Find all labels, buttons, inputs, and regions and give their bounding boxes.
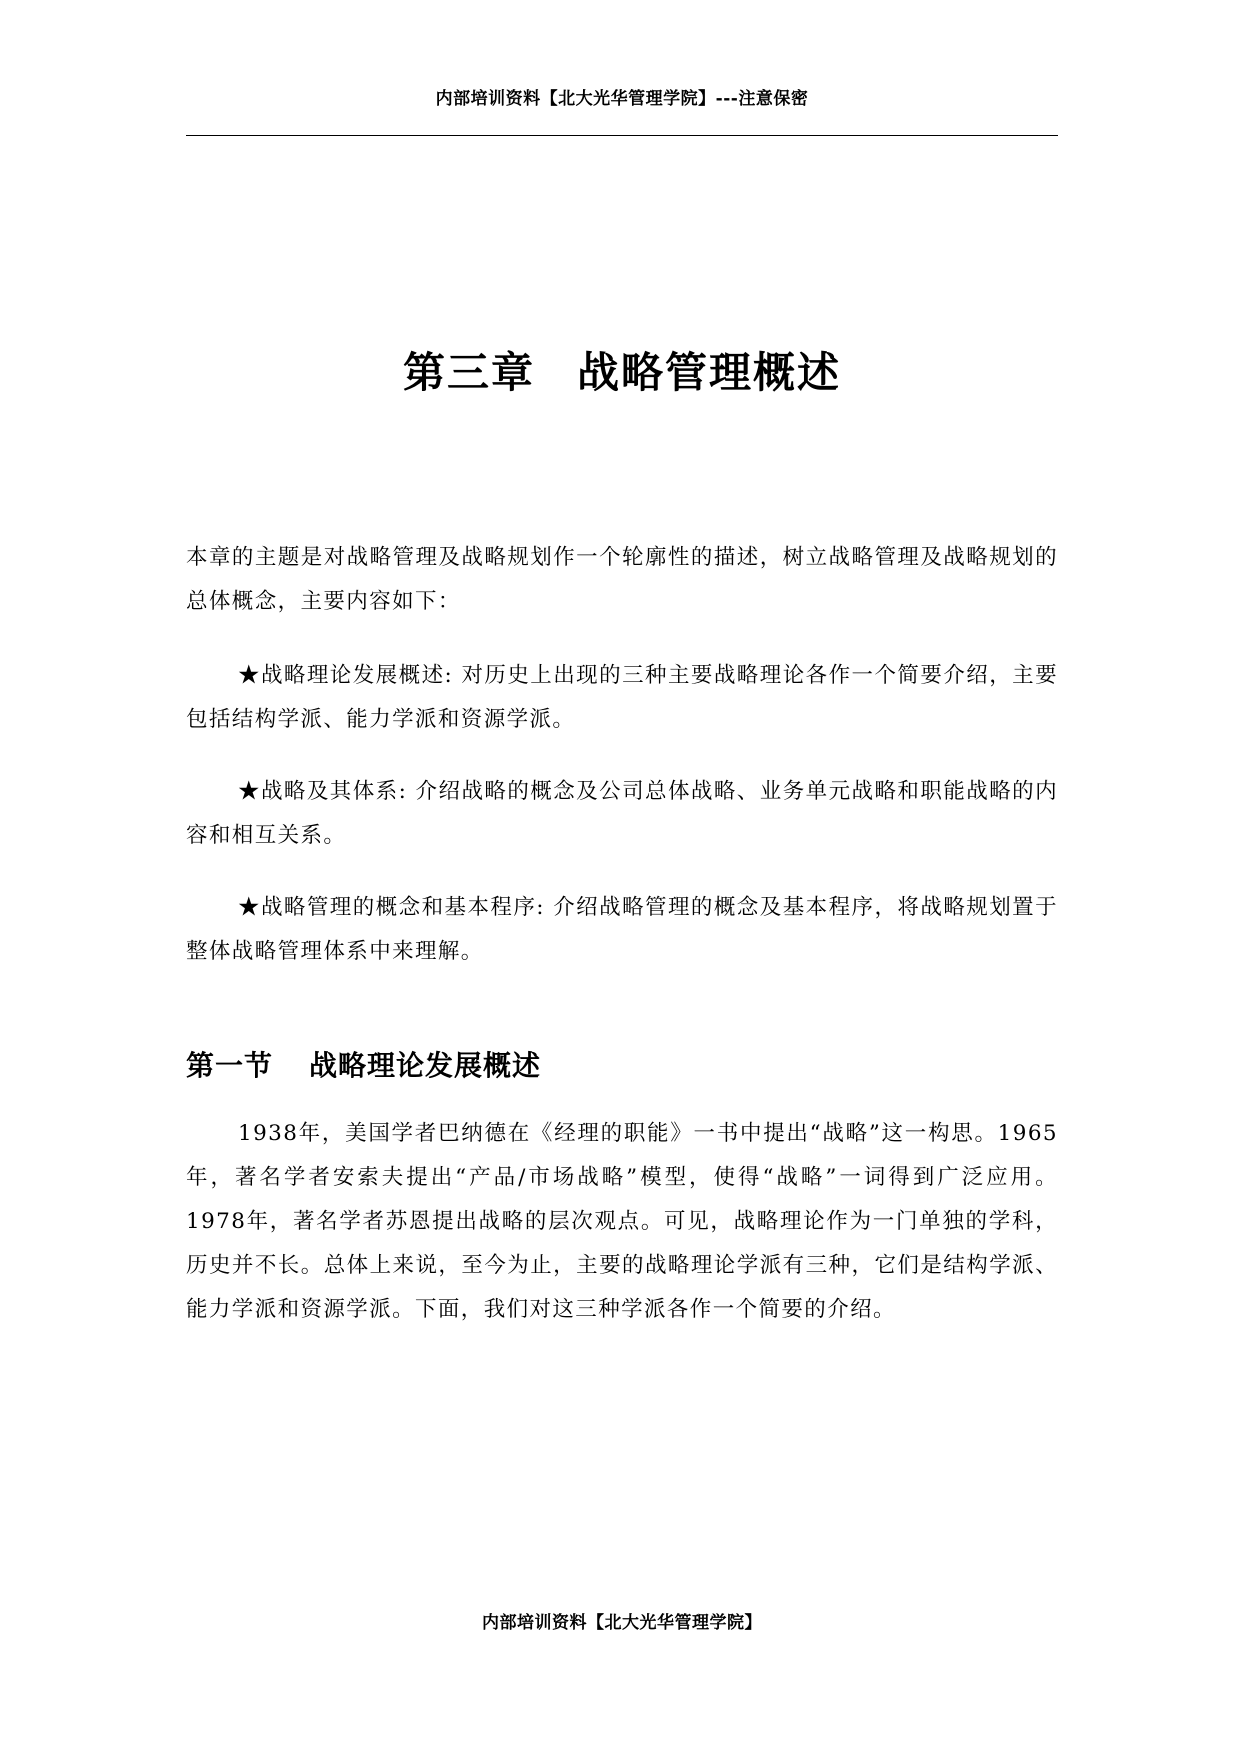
chapter-number: 第三章 (402, 348, 535, 397)
star-icon: ★ (238, 895, 261, 920)
chapter-title (186, 340, 1058, 400)
bullet-item (186, 886, 1058, 974)
page-footer: 内部培训资料【北大光华管理学院】 (482, 1613, 762, 1633)
bullet-text: 战略管理的概念和基本程序: 介绍战略管理的概念及基本程序，将战略规划置于整体战略管理体系中来理解。 (186, 895, 1058, 964)
bullet-text: 战略理论发展概述: 对历史上出现的三种主要战略理论各作一个简要介绍，主要包括结构学派、能力学派和资源学派。 (186, 663, 1058, 732)
intro-paragraph: 本章的主题是对战略管理及战略规划作一个轮廓性的描述，树立战略管理及战略规划的总体概念，主要内容如下： (186, 545, 1058, 614)
star-icon: ★ (238, 779, 261, 804)
star-icon: ★ (238, 663, 261, 688)
chapter-name: 战略管理概述 (577, 348, 842, 397)
bullet-item (186, 654, 1058, 742)
header-divider (186, 135, 1058, 136)
bullet-text: 战略及其体系: 介绍战略的概念及公司总体战略、业务单元战略和职能战略的内容和相互关系。 (186, 779, 1058, 848)
section-paragraph: 1938年，美国学者巴纳德在《经理的职能》一书中提出“战略”这一构思。1965年，著名学者安索夫提出“产品/市场战略”模型，使得“战略”一词得到广泛应用。1978年，著名学者苏恩提出战略的层次观点。可见，战略理论作为一门单独的学科，历史并不长。总体上来说，至今为止，主要的战略理论学派有三种，它们是结构学派、能力学派和资源学派。下面，我们对这三种学派各作一个简要的介绍。 (186, 1121, 1058, 1322)
section-heading (186, 1046, 1058, 1086)
section-number: 第一节 (186, 1049, 274, 1082)
bullet-item (186, 770, 1058, 858)
page-header: 内部培训资料【北大光华管理学院】---注意保密 (435, 89, 809, 109)
section-name: 战略理论发展概述 (309, 1049, 542, 1082)
main-content (186, 536, 1058, 1332)
